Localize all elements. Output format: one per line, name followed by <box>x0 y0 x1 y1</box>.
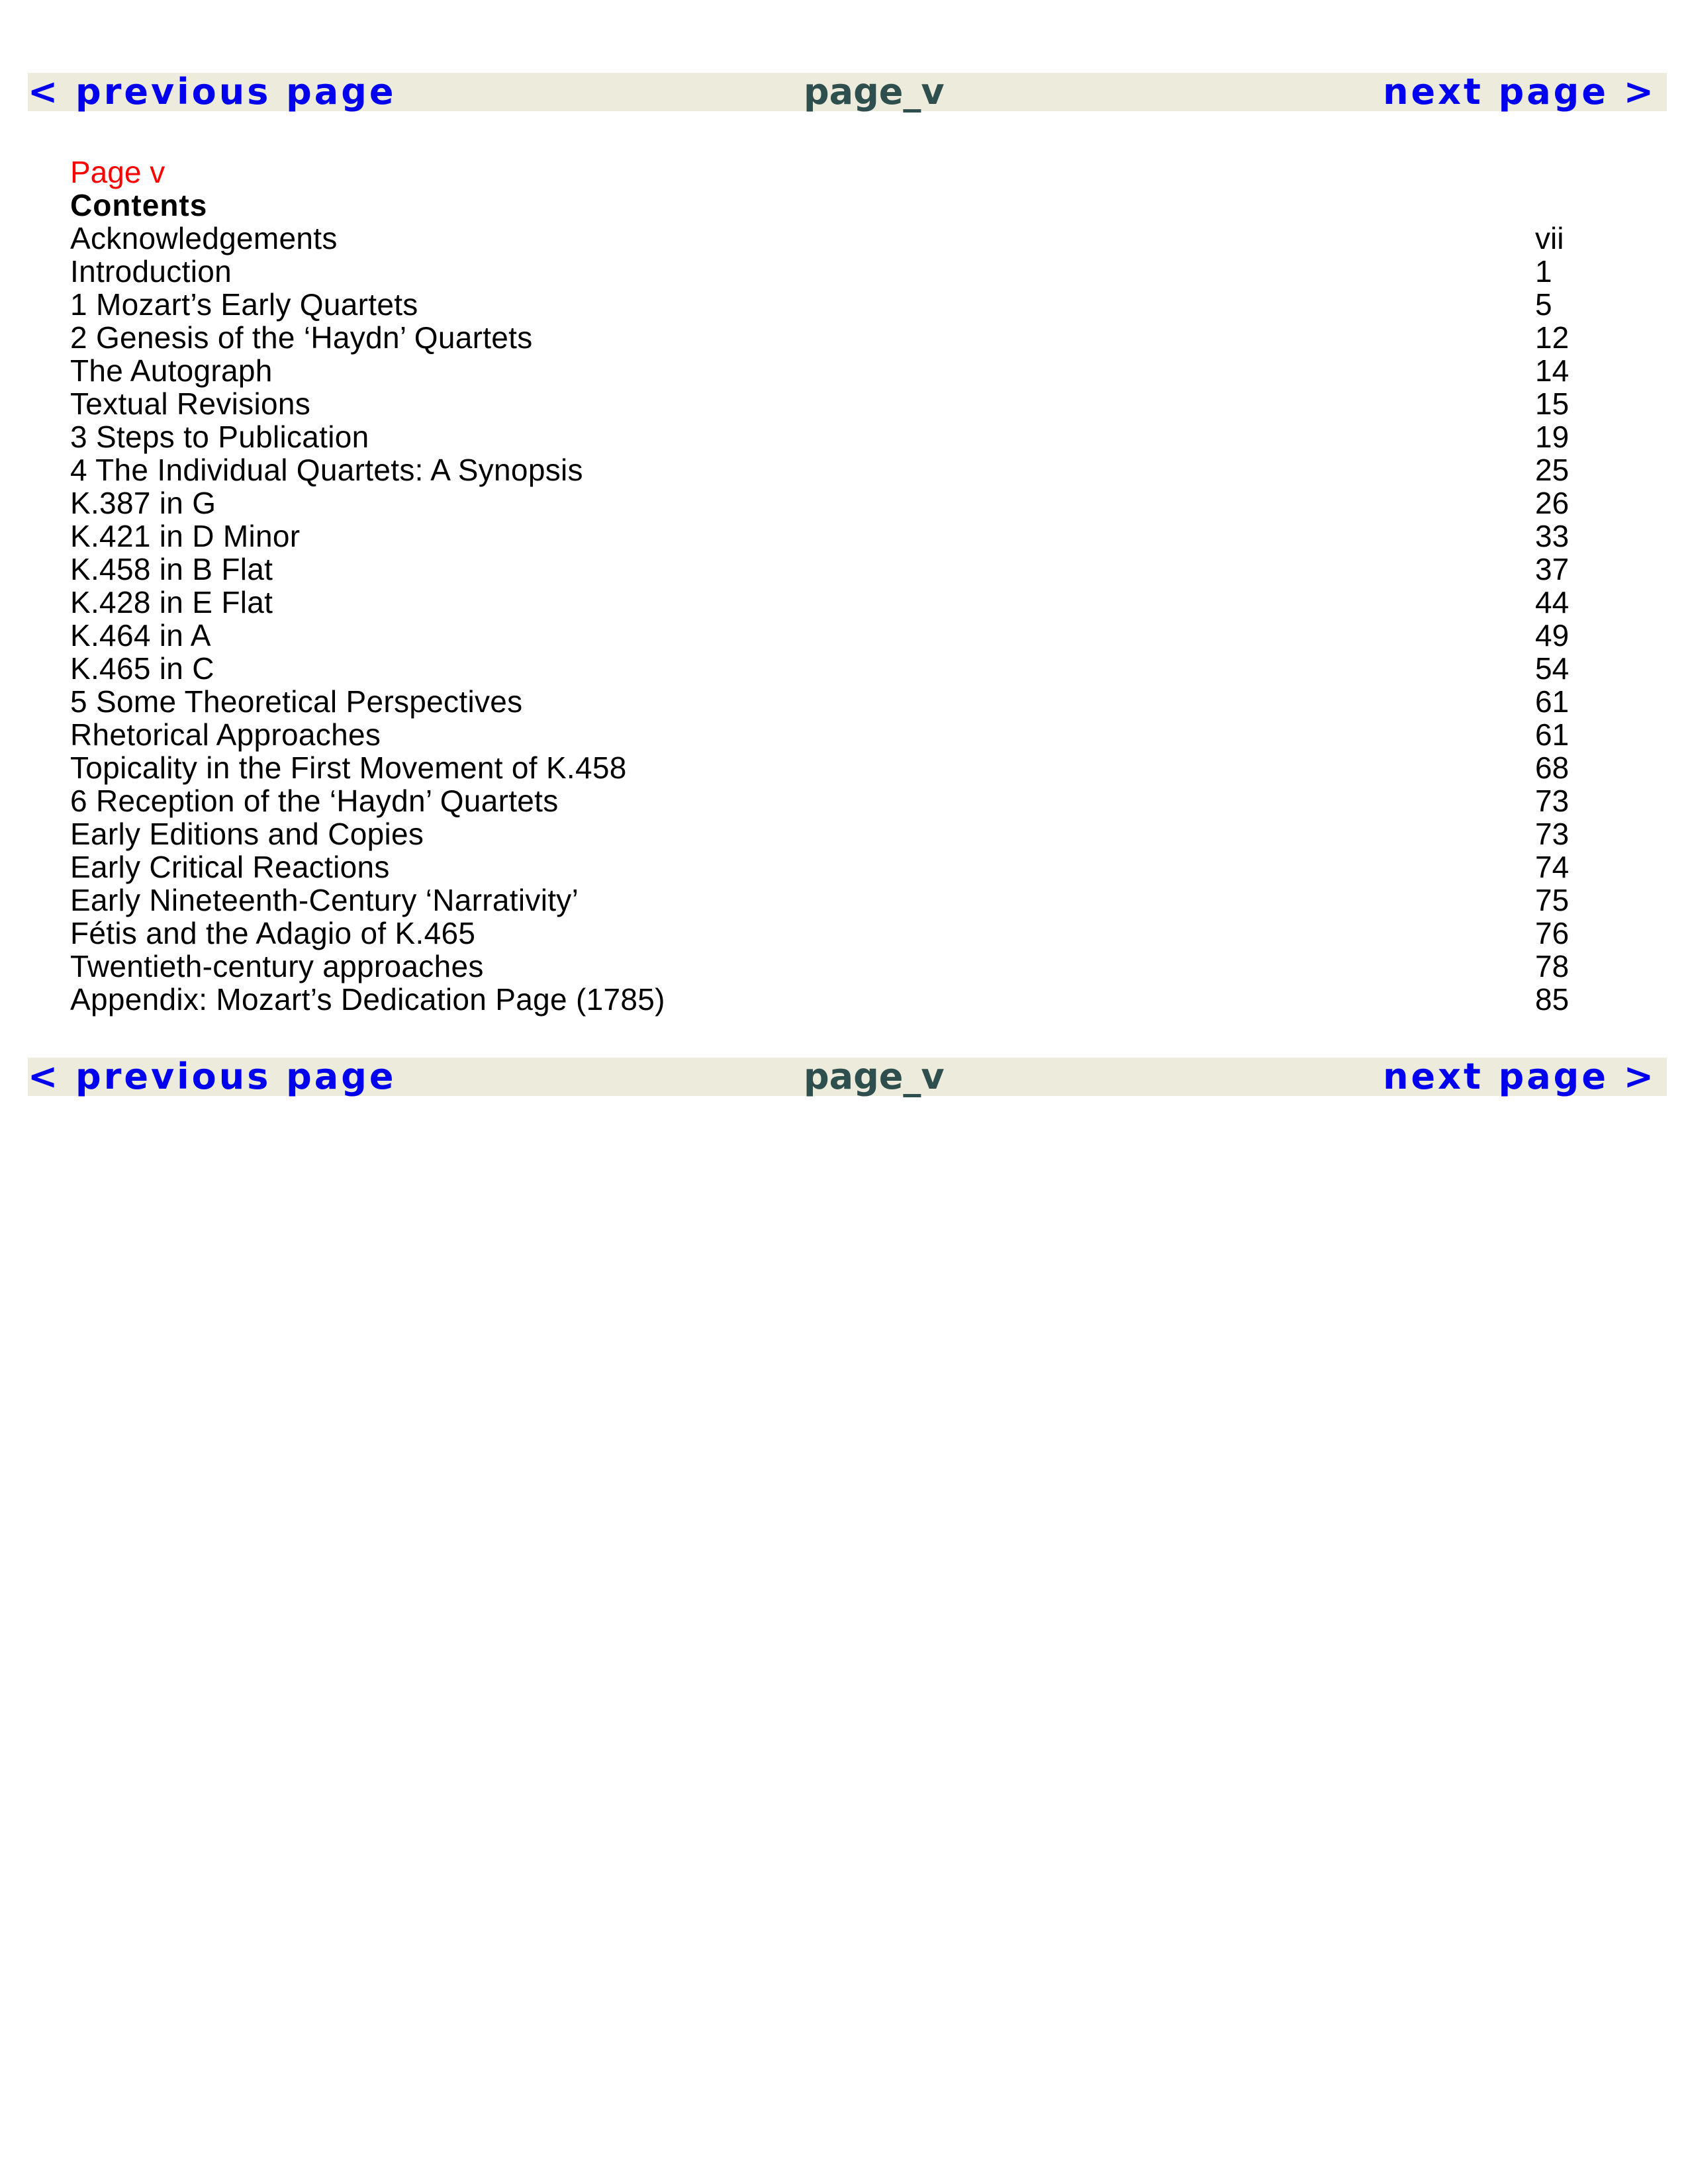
toc-entry-title: K.428 in E Flat <box>70 585 273 619</box>
toc-entry-page: 1 <box>1535 254 1552 289</box>
toc-entry-title: 2 Genesis of the ‘Haydn’ Quartets <box>70 320 533 355</box>
toc-entry-page: 74 <box>1535 850 1570 884</box>
toc-entry-title: 1 Mozart’s Early Quartets <box>70 287 418 322</box>
toc-entry <box>70 354 1593 387</box>
toc-entry <box>70 751 1593 784</box>
toc-entry-page: 37 <box>1535 552 1570 586</box>
top-navigation-bar <box>28 73 1667 111</box>
toc-entry <box>70 983 1593 1016</box>
toc-entry-title: K.458 in B Flat <box>70 552 273 586</box>
toc-entry-page: 5 <box>1535 287 1552 322</box>
toc-entry-title: Early Nineteenth-Century ‘Narrativity’ <box>70 883 579 917</box>
toc-entry-title: Textual Revisions <box>70 387 311 421</box>
next-page-link[interactable]: next page > <box>1383 71 1656 113</box>
toc-entry-title: 3 Steps to Publication <box>70 420 369 454</box>
toc-entry-page: 12 <box>1535 320 1570 355</box>
toc-entry-title: Early Critical Reactions <box>70 850 390 884</box>
toc-entry-title: The Autograph <box>70 353 273 388</box>
toc-entry <box>70 817 1593 850</box>
toc-entry-page: 78 <box>1535 949 1570 983</box>
toc-entry <box>70 387 1593 420</box>
toc-entry-page: 49 <box>1535 618 1570 653</box>
toc-entry <box>70 520 1593 553</box>
toc-entry <box>70 321 1593 354</box>
toc-entry-title: Introduction <box>70 254 232 289</box>
toc-entry <box>70 255 1593 288</box>
toc-entry-page: 61 <box>1535 684 1570 719</box>
toc-entry-page: 19 <box>1535 420 1570 454</box>
page-content <box>70 156 1593 1016</box>
toc-entry-page: vii <box>1535 221 1564 255</box>
toc-entry <box>70 486 1593 520</box>
toc-entry-title: Twentieth-century approaches <box>70 949 484 983</box>
toc-entry <box>70 652 1593 685</box>
toc-entry <box>70 784 1593 817</box>
toc-entry <box>70 586 1593 619</box>
toc-entry-page: 73 <box>1535 784 1570 818</box>
toc-entry-title: 5 Some Theoretical Perspectives <box>70 684 523 719</box>
toc-entry <box>70 718 1593 751</box>
toc-entry <box>70 222 1593 255</box>
page-label: Page v <box>70 155 165 189</box>
toc-entry-page: 15 <box>1535 387 1570 421</box>
toc-entry <box>70 288 1593 321</box>
toc-entry-page: 44 <box>1535 585 1570 619</box>
previous-page-link[interactable]: < previous page <box>28 71 397 113</box>
table-of-contents <box>70 222 1593 1016</box>
toc-entry-page: 75 <box>1535 883 1570 917</box>
toc-entry-page: 85 <box>1535 982 1570 1017</box>
toc-entry <box>70 917 1593 950</box>
toc-entry <box>70 453 1593 486</box>
toc-entry <box>70 950 1593 983</box>
toc-entry <box>70 884 1593 917</box>
toc-entry-title: 6 Reception of the ‘Haydn’ Quartets <box>70 784 559 818</box>
page-identifier: page_v <box>804 71 945 113</box>
toc-entry-page: 14 <box>1535 353 1570 388</box>
toc-entry-page: 25 <box>1535 453 1570 487</box>
toc-entry-title: Topicality in the First Movement of K.458 <box>70 751 627 785</box>
toc-entry-title: Fétis and the Adagio of K.465 <box>70 916 476 950</box>
toc-entry-title: K.464 in A <box>70 618 211 653</box>
bottom-navigation-bar <box>28 1058 1667 1096</box>
toc-entry-page: 54 <box>1535 651 1570 686</box>
toc-entry-page: 73 <box>1535 817 1570 851</box>
toc-entry-page: 68 <box>1535 751 1570 785</box>
toc-entry-title: K.421 in D Minor <box>70 519 301 553</box>
toc-entry-page: 26 <box>1535 486 1570 520</box>
toc-entry-title: Early Editions and Copies <box>70 817 424 851</box>
toc-entry <box>70 420 1593 453</box>
toc-entry-page: 61 <box>1535 717 1570 752</box>
previous-page-link[interactable]: < previous page <box>28 1056 397 1097</box>
toc-entry-title: 4 The Individual Quartets: A Synopsis <box>70 453 583 487</box>
toc-entry-title: Appendix: Mozart’s Dedication Page (1785) <box>70 982 665 1017</box>
toc-entry <box>70 619 1593 652</box>
toc-entry <box>70 685 1593 718</box>
toc-entry-title: Rhetorical Approaches <box>70 717 381 752</box>
toc-entry-title: K.465 in C <box>70 651 214 686</box>
next-page-link[interactable]: next page > <box>1383 1056 1656 1097</box>
toc-entry <box>70 850 1593 884</box>
contents-heading: Contents <box>70 188 208 222</box>
toc-entry-title: Acknowledgements <box>70 221 338 255</box>
toc-entry <box>70 553 1593 586</box>
toc-entry-page: 76 <box>1535 916 1570 950</box>
toc-entry-title: K.387 in G <box>70 486 216 520</box>
toc-entry-page: 33 <box>1535 519 1570 553</box>
page-identifier: page_v <box>804 1056 945 1097</box>
